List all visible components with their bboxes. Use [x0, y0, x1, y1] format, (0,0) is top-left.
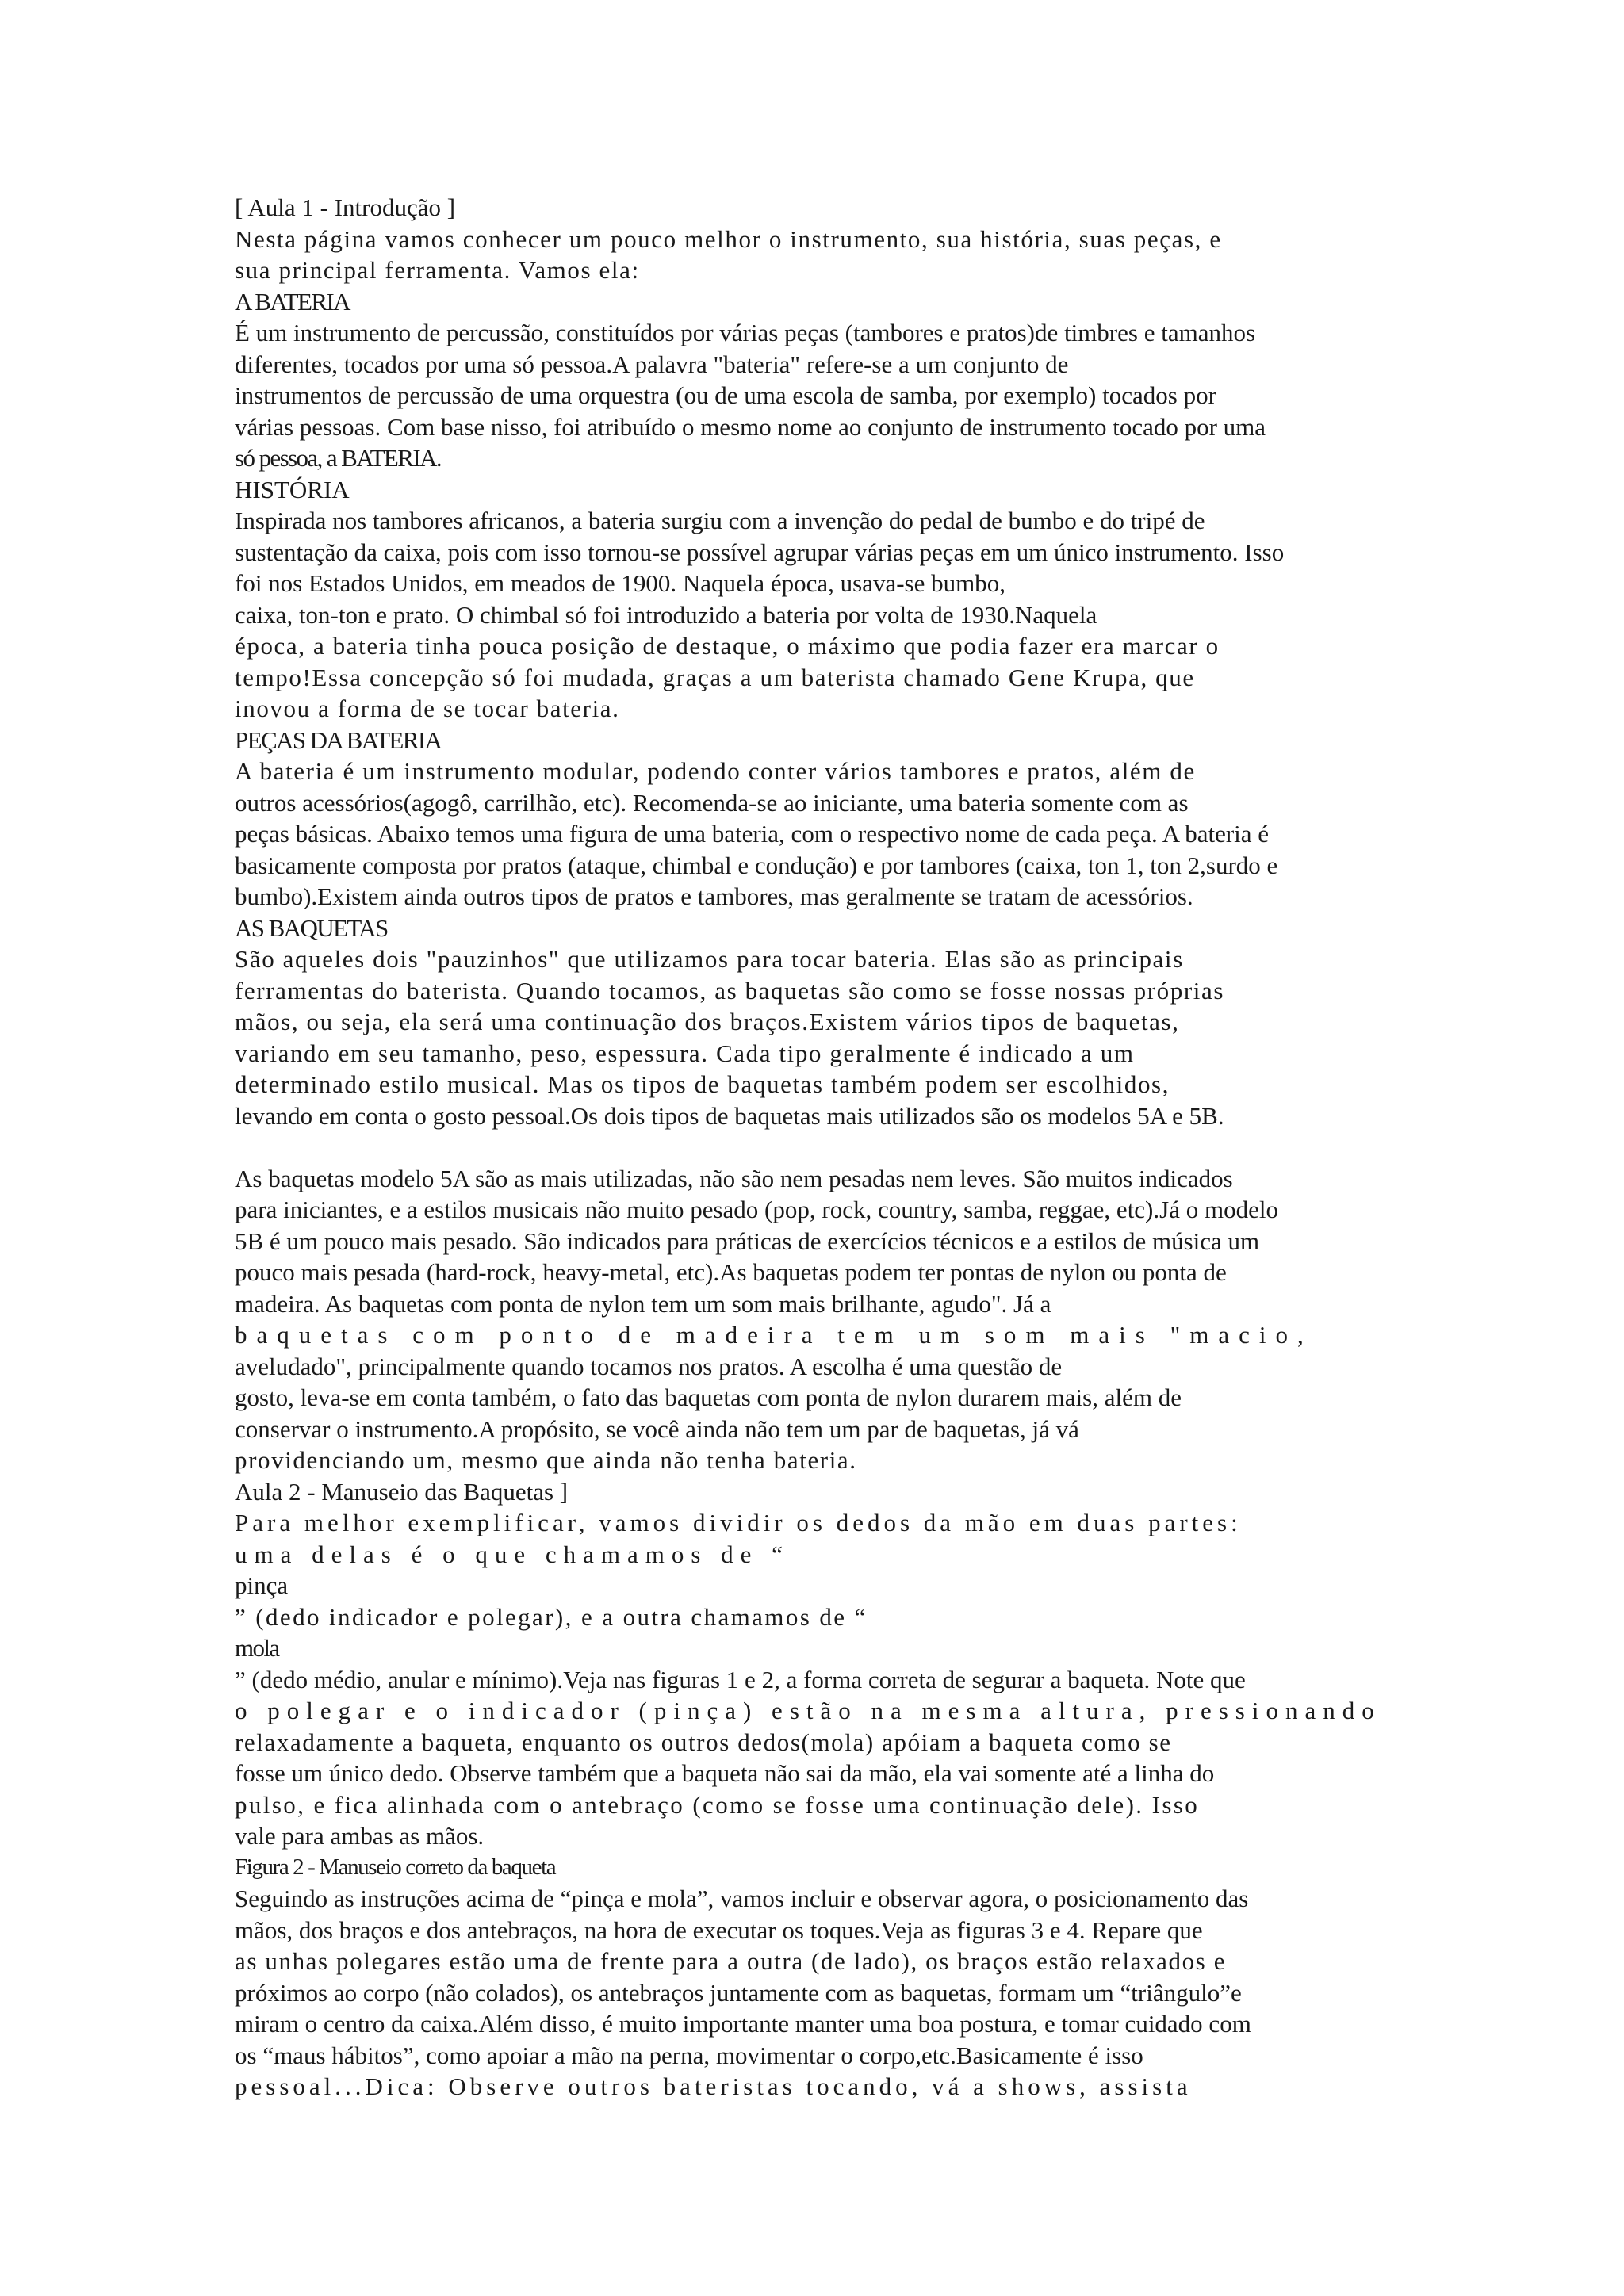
text-line: As baquetas modelo 5A são as mais utilizadas, não são nem pesadas nem leves. São muitos indicados — [235, 1164, 1233, 1192]
document-body — [235, 192, 1400, 2103]
text-line: pessoal...Dica: Observe outros bateristas tocando, vá a shows, assista — [235, 2072, 1192, 2100]
text-line: 5B é um pouco mais pesado. São indicados para práticas de exercícios técnicos e a estilos de música um — [235, 1226, 1260, 1255]
text-line: Para melhor exemplificar, vamos dividir os dedos da mão em duas partes: — [235, 1509, 1242, 1536]
text-line: tempo!Essa concepção só foi mudada, graças a um baterista chamado Gene Krupa, que — [235, 663, 1195, 691]
text-line: pulso, e fica alinhada com o antebraço (como se fosse uma continuação dele). Isso — [235, 1790, 1200, 1819]
text-line: vale para ambas as mãos. — [235, 1822, 485, 1850]
text-line: aveludado", principalmente quando tocamos nos pratos. A escolha é uma questão de — [235, 1352, 1063, 1380]
text-line: caixa, ton-ton e prato. O chimbal só foi introduzido a bateria por volta de 1930.Naquela — [235, 600, 1097, 629]
text-line: madeira. As baquetas com ponta de nylon tem um som mais brilhante, agudo". Já a — [235, 1289, 1051, 1318]
text-line: [ Aula 1 - Introdução ] — [235, 193, 456, 221]
text-line: HISTÓRIA — [235, 475, 350, 503]
text-line: peças básicas. Abaixo temos uma figura de uma bateria, com o respectivo nome de cada peça. A bateria é — [235, 820, 1270, 848]
text-line: foi nos Estados Unidos, em meados de 1900. Naquela época, usava-se bumbo, — [235, 569, 1005, 597]
text-line: baquetas com ponto de madeira tem um som mais "macio, — [235, 1321, 1313, 1349]
text-line: várias pessoas. Com base nisso, foi atribuído o mesmo nome ao conjunto de instrumento tocado por uma — [235, 412, 1266, 441]
text-line: relaxadamente a baqueta, enquanto os outros dedos(mola) apóiam a baqueta como se — [235, 1728, 1172, 1756]
section-heading: PEÇAS DA BATERIA — [235, 725, 442, 754]
text-line: sua principal ferramenta. Vamos ela: — [235, 256, 640, 284]
text-line: bumbo).Existem ainda outros tipos de pratos e tambores, mas geralmente se tratam de acessórios. — [235, 882, 1193, 910]
text-line: o polegar e o indicador (pinça) estão na mesma altura, pressionando — [235, 1697, 1381, 1724]
blank-line — [235, 1131, 1400, 1163]
text-line: levando em conta o gosto pessoal.Os dois tipos de baquetas mais utilizados são os modelos 5A e 5B. — [235, 1101, 1224, 1130]
text-line: São aqueles dois "pauzinhos" que utilizamos para tocar bateria. Elas são as principais — [235, 945, 1184, 973]
text-line: Inspirada nos tambores africanos, a bateria surgiu com a invenção do pedal de bumbo e do tripé de — [235, 507, 1205, 534]
text-line: fosse um único dedo. Observe também que a baqueta não sai da mão, ela vai somente até a linha do — [235, 1759, 1215, 1787]
text-line: gosto, leva-se em conta também, o fato das baquetas com ponta de nylon durarem mais, além de — [235, 1383, 1182, 1411]
text-line: ” (dedo médio, anular e mínimo).Veja nas figuras 1 e 2, a forma correta de segurar a baqueta. Note que — [235, 1665, 1246, 1693]
text-line: ” (dedo indicador e polegar), e a outra chamamos de “ — [235, 1602, 868, 1631]
text-line: diferentes, tocados por uma só pessoa.A palavra "bateria" refere-se a um conjunto de — [235, 350, 1069, 378]
text-line: variando em seu tamanho, peso, espessura. Cada tipo geralmente é indicado a um — [235, 1039, 1135, 1067]
text-line: pinça — [235, 1571, 289, 1599]
text-line: para iniciantes, e a estilos musicais não muito pesado (pop, rock, country, samba, reggae, etc).Já o modelo — [235, 1196, 1278, 1223]
text-line: mãos, dos braços e dos antebraços, na hora de executar os toques.Veja as figuras 3 e 4. Repare que — [235, 1915, 1203, 1944]
text-line: determinado estilo musical. Mas os tipos de baquetas também podem ser escolhidos, — [235, 1070, 1170, 1098]
text-line: outros acessórios(agogô, carrilhão, etc). Recomenda-se ao iniciante, uma bateria somente com as — [235, 788, 1189, 817]
text-line: inovou a forma de se tocar bateria. — [235, 695, 620, 722]
text-line: Nesta página vamos conhecer um pouco melhor o instrumento, sua história, suas peças, e — [235, 224, 1222, 253]
text-line: sustentação da caixa, pois com isso tornou-se possível agrupar várias peças em um único instrumento. Isso — [235, 538, 1285, 566]
text-line: providenciando um, mesmo que ainda não tenha bateria. — [235, 1446, 857, 1474]
text-line: Aula 2 - Manuseio das Baquetas ] — [235, 1477, 569, 1506]
text-line: instrumentos de percussão de uma orquestra (ou de uma escola de samba, por exemplo) tocados por — [235, 381, 1216, 409]
text-line: A bateria é um instrumento modular, podendo conter vários tambores e pratos, além de — [235, 757, 1196, 785]
text-line: uma delas é o que chamamos de “ — [235, 1540, 790, 1568]
text-line: É um instrumento de percussão, constituídos por várias peças (tambores e pratos)de timbres e tamanhos — [235, 319, 1256, 346]
text-line: mãos, ou seja, ela será uma continuação dos braços.Existem vários tipos de baquetas, — [235, 1008, 1180, 1035]
text-line: os “maus hábitos”, como apoiar a mão na perna, movimentar o corpo,etc.Basicamente é isso — [235, 2041, 1143, 2069]
section-heading: A BATERIA — [235, 287, 350, 316]
section-heading: só pessoa, a BATERIA. — [235, 444, 442, 472]
text-line: miram o centro da caixa.Além disso, é muito importante manter uma boa postura, e tomar cuidado com — [235, 2010, 1251, 2038]
text-line: época, a bateria tinha pouca posição de destaque, o máximo que podia fazer era marcar o — [235, 632, 1220, 660]
text-line: pouco mais pesada (hard-rock, heavy-metal, etc).As baquetas podem ter pontas de nylon ou ponta de — [235, 1258, 1227, 1286]
text-line: mola — [235, 1634, 279, 1662]
text-line: ferramentas do baterista. Quando tocamos, as baquetas são como se fosse nossas próprias — [235, 976, 1224, 1004]
section-heading: AS BAQUETAS — [235, 913, 388, 942]
text-line: basicamente composta por pratos (ataque, chimbal e condução) e por tambores (caixa, ton 1, ton 2,surdo e — [235, 851, 1278, 879]
text-line: próximos ao corpo (não colados), os antebraços juntamente com as baquetas, formam um “triângulo”e — [235, 1978, 1242, 2007]
text-line: Seguindo as instruções acima de “pinça e mola”, vamos incluir e observar agora, o posicionamento das — [235, 1885, 1249, 1912]
text-line: as unhas polegares estão uma de frente para a outra (de lado), os braços estão relaxados e — [235, 1947, 1227, 1975]
figure-caption: Figura 2 - Manuseio correto da baqueta — [235, 1854, 556, 1880]
text-line: conservar o instrumento.A propósito, se você ainda não tem um par de baquetas, já vá — [235, 1414, 1079, 1443]
